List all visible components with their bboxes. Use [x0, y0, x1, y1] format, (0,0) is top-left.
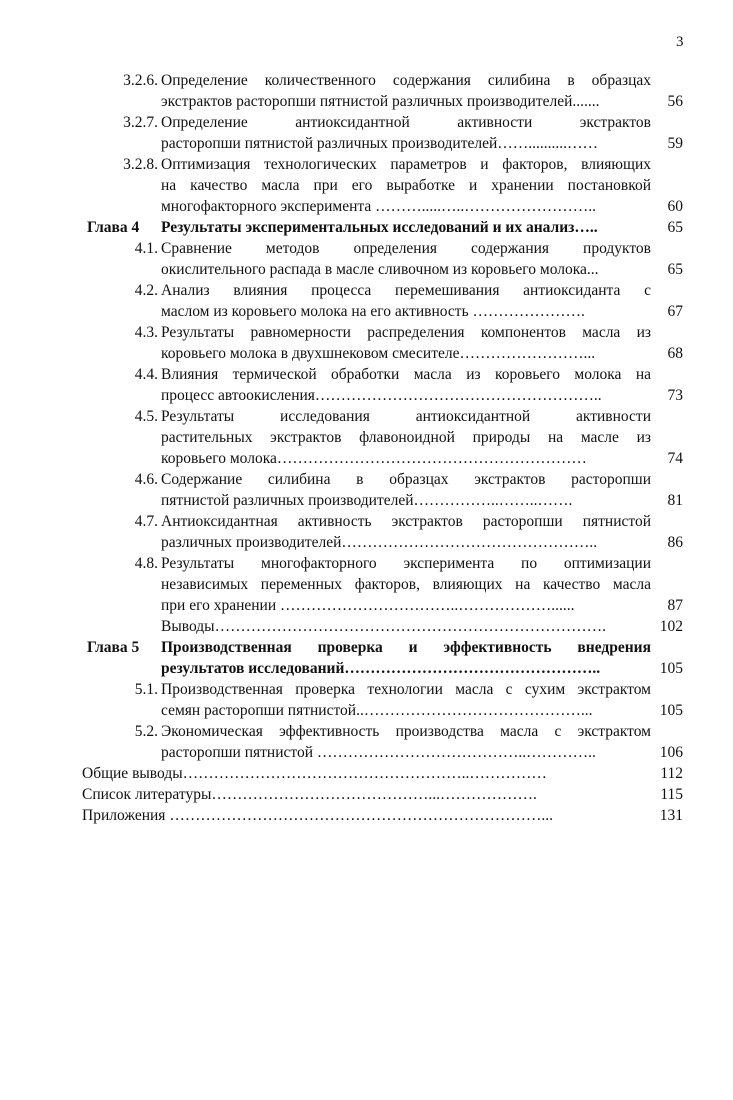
toc-entry-number: 4.8. — [134, 555, 158, 572]
toc-entry-title-line: Результаты равномерности распределения компонентов масла из — [161, 324, 651, 341]
toc-entry-title-line: Содержание силибина в образцах экстрактов расторопши — [161, 471, 651, 488]
toc-entry-3-2-7 — [0, 112, 733, 154]
toc-entry-title-line: пятнистой различных производителей……………..……..……. — [161, 492, 573, 509]
toc-entry-number: 3.2.6. — [123, 72, 158, 89]
toc-entry-page: 86 — [667, 534, 683, 551]
toc-entry-page: 105 — [659, 702, 683, 719]
toc-entry-number: 4.3. — [134, 324, 158, 341]
toc-entry-3-2-8 — [0, 154, 733, 217]
toc-entry-4-2 — [0, 280, 733, 322]
toc-entry-title-line: Результаты исследования антиоксидантной активности — [161, 408, 651, 425]
toc-entry-title-line: маслом из коровьего молока на его активность …………………. — [161, 303, 585, 320]
toc-entry-4-5 — [0, 406, 733, 469]
toc-entry-title-line: коровьего молока в двухшнековом смесителе……………………... — [161, 345, 596, 362]
toc-chapter-4 — [0, 217, 733, 238]
page-number: 3 — [676, 34, 684, 50]
table-of-contents — [0, 70, 733, 826]
toc-entry-appendices — [0, 805, 733, 826]
toc-entry-number: 3.2.8. — [123, 156, 158, 173]
toc-entry-page: 67 — [667, 303, 683, 320]
toc-entry-title-line: Влияния термической обработки масла из коровьего молока на — [161, 366, 651, 383]
toc-entry-4-1 — [0, 238, 733, 280]
toc-chapter-number: Глава 4 — [87, 219, 140, 236]
toc-entry-4-8 — [0, 553, 733, 616]
toc-entry-page: 115 — [660, 786, 683, 803]
toc-chapter-title-line: Результаты экспериментальных исследований и их анализ….. — [161, 219, 598, 236]
toc-entry-title-line: процесс автоокисления……………………………………………….. — [161, 387, 602, 404]
toc-entry-4-4 — [0, 364, 733, 406]
toc-entry-title-line: многофакторного эксперимента ……….....…..…………………….. — [161, 198, 597, 215]
toc-entry-number: 4.6. — [134, 471, 158, 488]
toc-entry-page: 60 — [667, 198, 683, 215]
toc-entry-title-line: расторопши пятнистой …………………………………..………….. — [161, 744, 596, 761]
toc-entry-title-line: при его хранении ……………………………..………………...... — [161, 597, 575, 614]
toc-entry-page: 74 — [667, 450, 683, 467]
toc-entry-title-line: Антиоксидантная активность экстрактов расторопши пятнистой — [161, 513, 651, 530]
toc-chapter-number: Глава 5 — [87, 639, 140, 656]
toc-entry-page: 87 — [667, 597, 683, 614]
toc-entry-5-1 — [0, 679, 733, 721]
toc-entry-page: 56 — [667, 93, 683, 110]
toc-entry-number: 3.2.7. — [123, 114, 158, 131]
toc-entry-page: 106 — [659, 744, 683, 761]
toc-entry-title-line: Список литературы……………………………………...………………. — [82, 786, 537, 803]
toc-entry-title-line: семян расторопши пятнистой..……………………………………... — [161, 702, 593, 719]
toc-entry-conclusions-ch4 — [0, 616, 733, 637]
toc-entry-title-line: Результаты многофакторного эксперимента по оптимизации — [161, 555, 651, 572]
toc-entry-page: 65 — [667, 219, 683, 236]
toc-entry-title-line: окислительного распада в масле сливочном из коровьего молока... — [161, 261, 599, 278]
toc-entry-number: 4.5. — [134, 408, 158, 425]
toc-entry-number: 4.4. — [134, 366, 158, 383]
toc-entry-title-line: Общие выводы………………………………………………..…………… — [82, 765, 547, 782]
toc-entry-page: 65 — [667, 261, 683, 278]
toc-entry-title-line: Приложения ………………………………………………………………... — [82, 807, 553, 824]
toc-entry-title-line: Сравнение методов определения содержания продуктов — [161, 240, 651, 257]
toc-entry-3-2-6 — [0, 70, 733, 112]
toc-entry-title-line: Определение количественного содержания силибина в образцах — [161, 72, 651, 89]
toc-entry-general-conclusions — [0, 763, 733, 784]
toc-entry-title-line: Определение антиоксидантной активности экстрактов — [161, 114, 651, 131]
toc-entry-title-line: Анализ влияния процесса перемешивания антиоксиданта с — [161, 282, 651, 299]
toc-entry-page: 105 — [659, 660, 683, 677]
toc-entry-title-line: Производственная проверка технологии масла с сухим экстрактом — [161, 681, 651, 698]
toc-entry-4-7 — [0, 511, 733, 553]
toc-chapter-title-line: Производственная проверка и эффективность внедрения — [161, 639, 651, 656]
toc-entry-title-line: Оптимизация технологических параметров и факторов, влияющих — [161, 156, 651, 173]
toc-entry-title-line: Экономическая эффективность производства масла с экстрактом — [161, 723, 651, 740]
toc-entry-page: 73 — [667, 387, 683, 404]
toc-entry-title-line: различных производителей………………………………………….. — [161, 534, 598, 551]
toc-entry-number: 5.2. — [134, 723, 158, 740]
toc-entry-title-line: экстрактов расторопши пятнистой различных производителей....... — [161, 93, 600, 110]
toc-chapter-5 — [0, 637, 733, 679]
toc-entry-title-line: растительных экстрактов флавоноидной природы на масле из — [161, 429, 651, 446]
toc-entry-page: 68 — [667, 345, 683, 362]
toc-entry-page: 102 — [659, 618, 683, 635]
toc-entry-5-2 — [0, 721, 733, 763]
toc-entry-title-line: коровьего молока…………………………………………………… — [161, 450, 587, 467]
toc-entry-references — [0, 784, 733, 805]
toc-entry-page: 131 — [659, 807, 683, 824]
toc-chapter-title-line: результатов исследований………………………………………….. — [161, 660, 601, 677]
toc-entry-4-6 — [0, 469, 733, 511]
toc-entry-number: 4.7. — [134, 513, 158, 530]
toc-entry-page: 59 — [667, 135, 683, 152]
toc-entry-title-line: расторопши пятнистой различных производителей……..........…… — [161, 135, 599, 152]
toc-entry-number: 4.2. — [134, 282, 158, 299]
toc-entry-page: 112 — [660, 765, 683, 782]
toc-entry-number: 4.1. — [134, 240, 158, 257]
toc-entry-4-3 — [0, 322, 733, 364]
toc-entry-title-line: Выводы…………………………………………………………………. — [161, 618, 606, 635]
toc-entry-title-line: независимых переменных факторов, влияющих на качество масла — [161, 576, 651, 593]
toc-entry-page: 81 — [667, 492, 683, 509]
toc-entry-number: 5.1. — [134, 681, 158, 698]
toc-entry-title-line: на качество масла при его выработке и хранении постановкой — [161, 177, 651, 194]
